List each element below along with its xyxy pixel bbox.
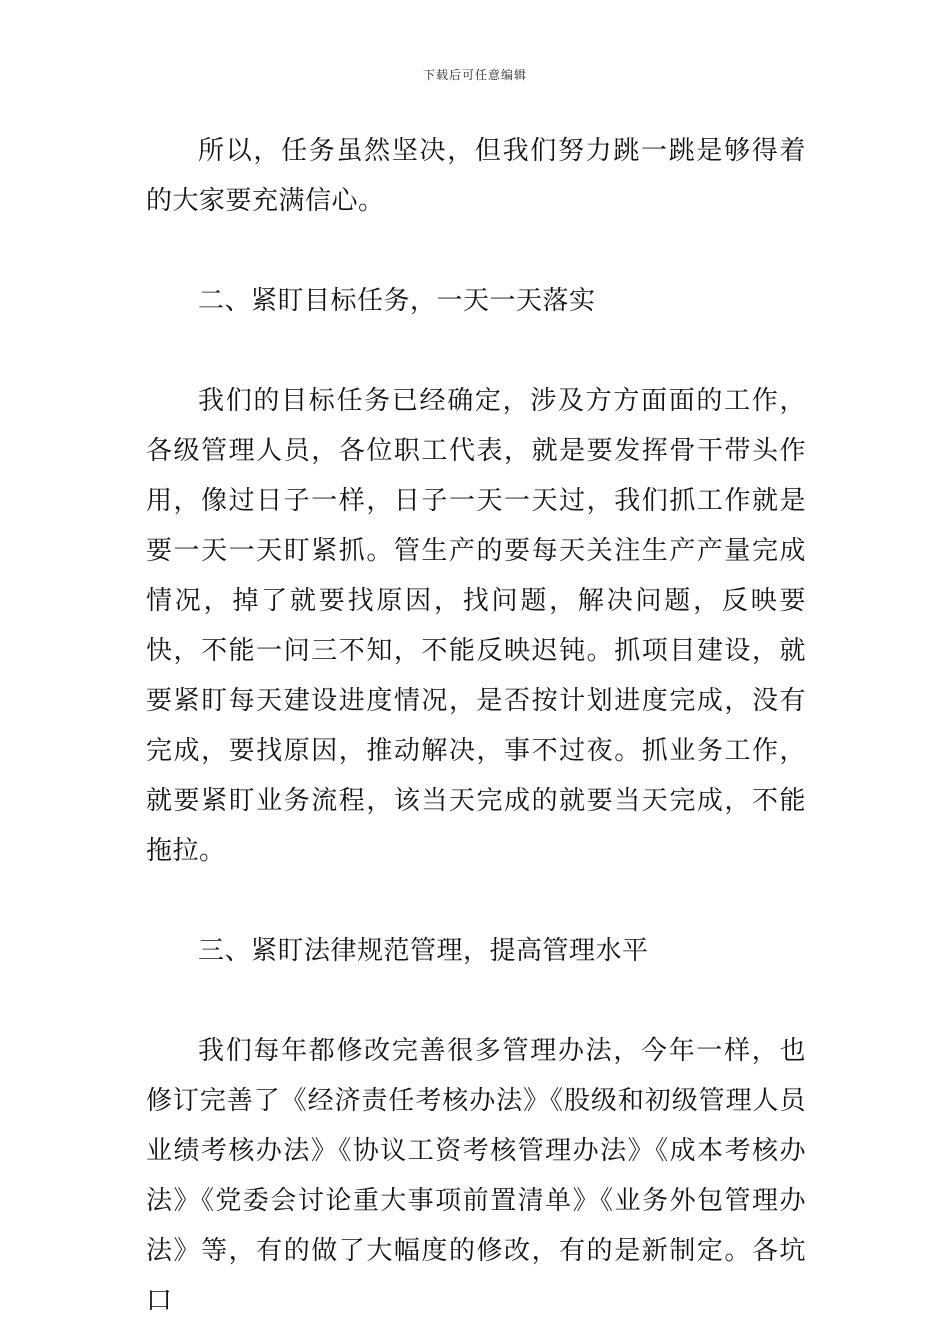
page-header-note: 下载后可任意编辑 bbox=[422, 68, 527, 82]
section-heading-2: 二、紧盯目标任务，一天一天落实 bbox=[198, 286, 596, 316]
paragraph-targets: 我们的目标任务已经确定，涉及方方面面的工作，各级管理人员，各位职工代表，就是要发挥骨干带头作用，像过日子一样，日子一天一天过，我们抓工作就是要一天一天盯紧抓。管生产的要每天关注生产产量完成情况，掉了就要找原因，找问题，解决问题，反映要快，不能一问三不知，不能反映迟钝。抓项目建设，就要紧盯每天建设进度情况，是否按计划进度完成，没有完成，要找原因，推动解决，事不过夜。抓业务工作，就要紧盯业务流程，该当天完成的就要当天完成，不能拖拉。 bbox=[146, 386, 806, 866]
document-body bbox=[146, 126, 806, 1326]
section-heading-3: 三、紧盯法律规范管理，提高管理水平 bbox=[198, 936, 649, 966]
paragraph-management: 我们每年都修改完善很多管理办法，今年一样，也修订完善了《经济责任考核办法》《股级和初级管理人员业绩考核办法》《协议工资考核管理办法》《成本考核办法》《党委会讨论重大事项前置清单》《业务外包管理办法》等，有的做了大幅度的修改，有的是新制定。各坑口 bbox=[146, 1036, 806, 1316]
paragraph-confidence: 所以，任务虽然坚决，但我们努力跳一跳是够得着的大家要充满信心。 bbox=[146, 136, 806, 216]
